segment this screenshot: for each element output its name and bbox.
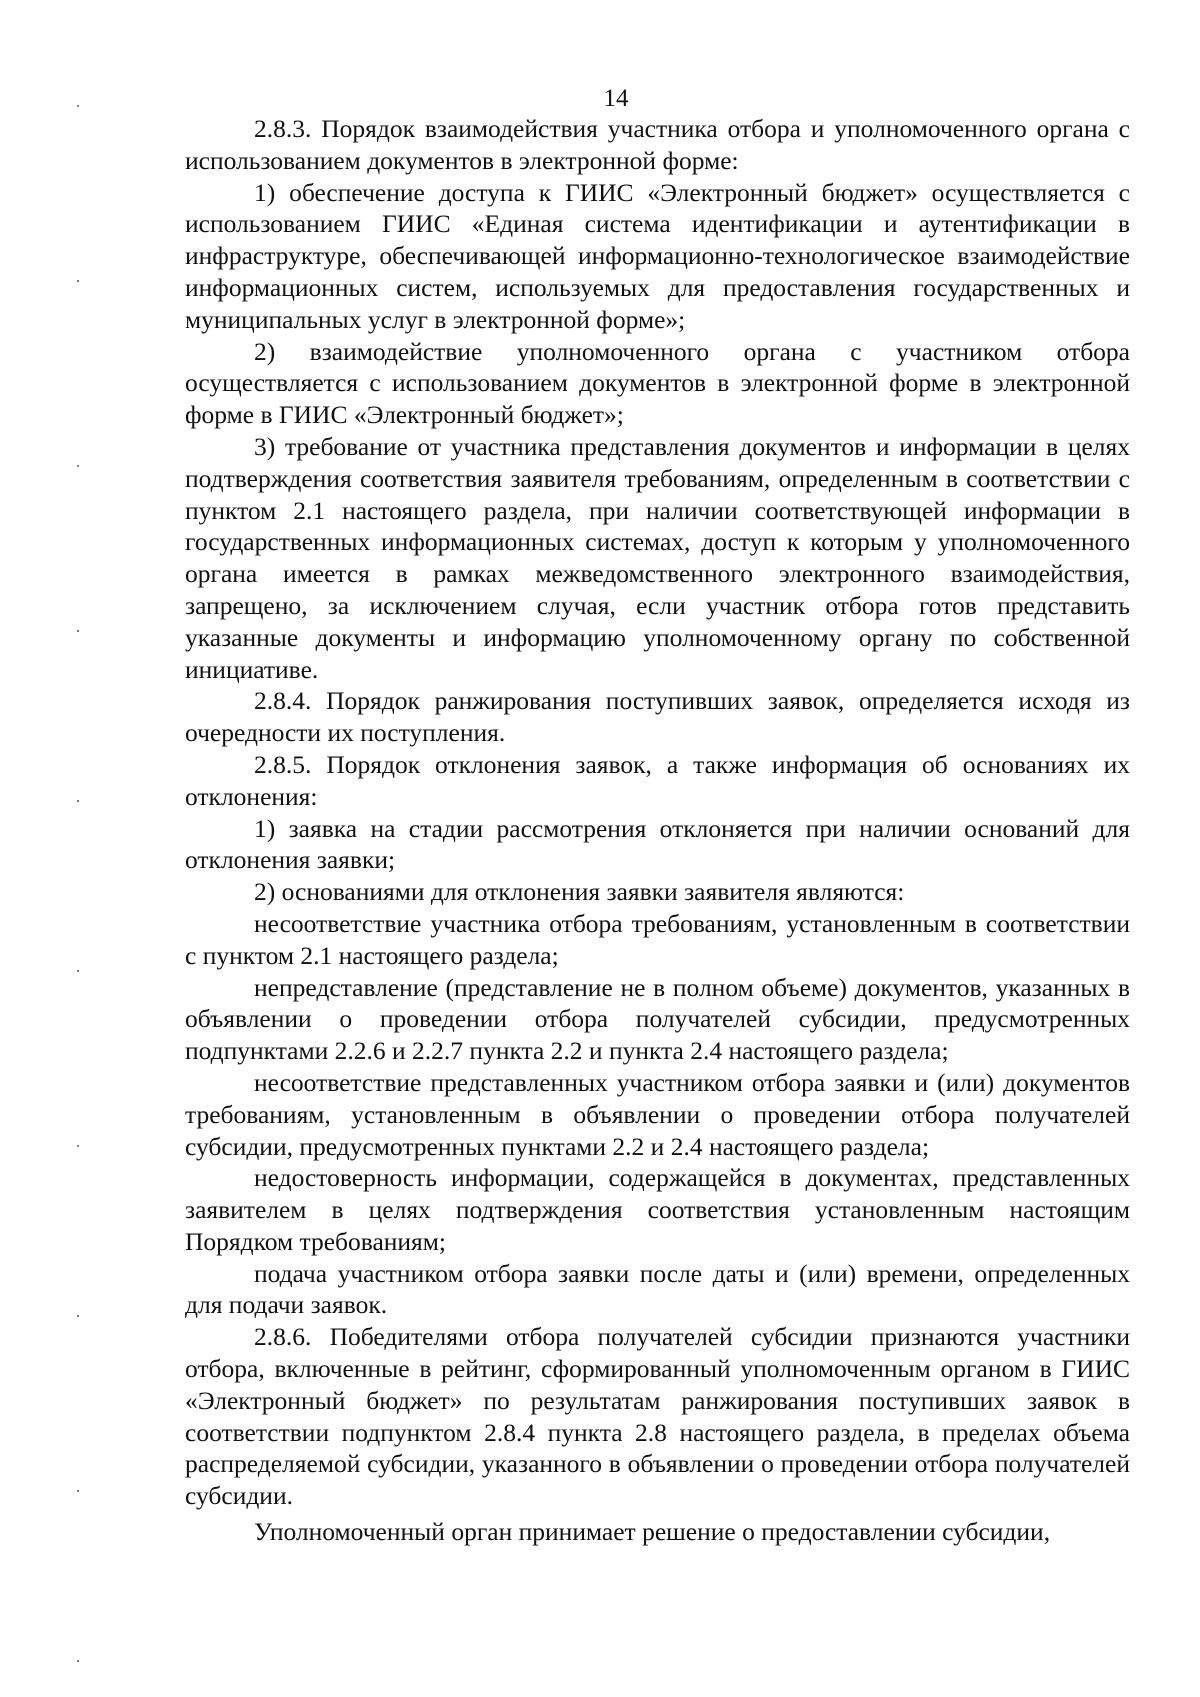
paragraph-ground-3: несоответствие представленных участником отбора заявки и (или) документов требованиям, установленным в объявлении о проведении отбора получателей субсидии, предусмотренных пунктами 2.2 и 2.4 настоящего раздела; [185, 1067, 1130, 1161]
page-number: 14 [603, 85, 629, 112]
scan-speck [77, 1315, 79, 1317]
paragraph-2-8-6: 2.8.6. Победителями отбора получателей субсидии признаются участники отбора, включенные в рейтинг, сформированный уполномоченным органом в ГИИС «Электронный бюджет» по результатам ранжирования поступивших заявок в соответствии подпунктом 2.8.4 пункта 2.8 настоящего раздела, в пределах объема распределяемой субсидии, указанного в объявлении о проведении отбора получателей субсидии. [185, 1322, 1130, 1511]
scan-speck [77, 465, 79, 467]
paragraph-item-2: 2) взаимодействие уполномоченного органа с участником отбора осуществляется с использованием документов в электронной форме в электронной форме в ГИИС «Электронный бюджет»; [185, 336, 1130, 430]
paragraph-item-3: 3) требование от участника представления документов и информации в целях подтверждения соответствия заявителя требованиям, определенным в соответствии с пунктом 2.1 настоящего раздела, при наличии соответствующей информации в государственных информационных системах, доступ к которым у уполномоченного органа имеется в рамках межведомственного электронного взаимодействия, запрещено, за исключением случая, если участник отбора готов представить указанные документы и информацию уполномоченному органу по собственной инициативе. [185, 431, 1130, 684]
document-body [185, 113, 1130, 1548]
scan-speck [77, 1145, 79, 1147]
paragraph-ground-1: несоответствие участника отбора требованиям, установленным в соответствии с пунктом 2.1 настоящего раздела; [185, 908, 1130, 970]
paragraph-2-8-4: 2.8.4. Порядок ранжирования поступивших заявок, определяется исходя из очередности их поступления. [185, 686, 1130, 748]
paragraph-item-1: 1) обеспечение доступа к ГИИС «Электронный бюджет» осуществляется с использованием ГИИС «Единая система идентификации и аутентификации в инфраструктуре, обеспечивающей информационно-технологическое взаимодействие информационных систем, используемых для предоставления государственных и муниципальных услуг в электронной форме»; [185, 177, 1130, 334]
paragraph-2-8-5: 2.8.5. Порядок отклонения заявок, а также информация об основаниях их отклонения: [185, 749, 1130, 811]
scan-speck [77, 630, 79, 632]
paragraph-2-8-3: 2.8.3. Порядок взаимодействия участника отбора и уполномоченного органа с использованием документов в электронной форме: [185, 114, 1130, 175]
scan-speck [77, 280, 79, 282]
paragraph-ground-2: непредставление (представление не в полном объеме) документов, указанных в объявлении о проведении отбора получателей субсидии, предусмотренных подпунктами 2.2.6 и 2.2.7 пункта 2.2 и пункта 2.4 настоящего раздела; [185, 972, 1130, 1066]
scan-speck [77, 800, 79, 802]
scan-speck [77, 1490, 79, 1492]
paragraph-rejection-2: 2) основаниями для отклонения заявки заявителя являются: [254, 877, 905, 907]
scan-speck [77, 970, 79, 972]
paragraph-rejection-1: 1) заявка на стадии рассмотрения отклоняется при наличии оснований для отклонения заявки; [185, 813, 1130, 875]
paragraph-ground-4: недостоверность информации, содержащейся в документах, представленных заявителем в целях подтверждения соответствия установленным настоящим Порядком требованиям; [185, 1163, 1130, 1256]
paragraph-decision: Уполномоченный орган принимает решение о предоставлении субсидии, [254, 1517, 1051, 1547]
paragraph-ground-5: подача участником отбора заявки после даты и (или) времени, определенных для подачи заявок. [185, 1258, 1130, 1320]
scan-speck [77, 1660, 79, 1662]
scan-speck [77, 105, 79, 107]
